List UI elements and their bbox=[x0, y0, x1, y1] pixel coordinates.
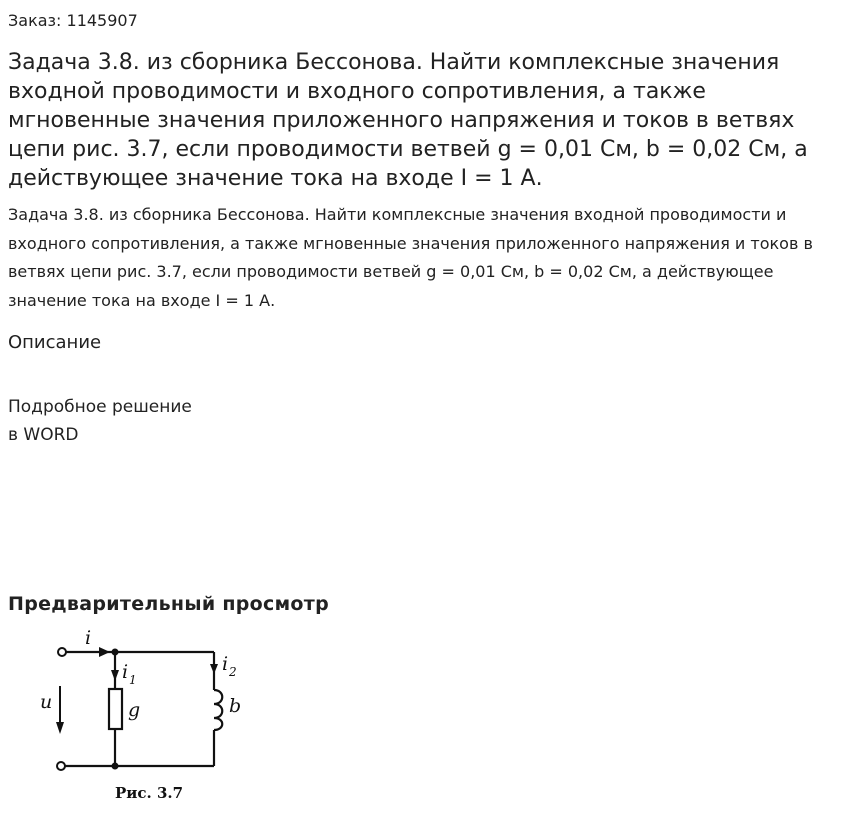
label-voltage-u: u bbox=[40, 691, 53, 713]
label-current-i2-sub: 2 bbox=[229, 665, 237, 679]
label-conductance-g: g bbox=[128, 699, 141, 721]
solution-line-1: Подробное решение bbox=[8, 397, 192, 417]
label-current-i: i bbox=[85, 627, 92, 649]
label-current-i2: i bbox=[222, 653, 229, 675]
solution-info bbox=[8, 393, 192, 449]
label-susceptance-b: b bbox=[229, 695, 242, 717]
label-current-i1: i bbox=[122, 661, 129, 683]
description-label: Описание bbox=[8, 332, 102, 353]
conductance-branch bbox=[109, 652, 122, 766]
figure-caption: Рис. 3.7 bbox=[115, 784, 184, 802]
arrow-i bbox=[99, 647, 110, 657]
circuit-diagram bbox=[40, 620, 270, 810]
inductor-b bbox=[214, 690, 222, 730]
label-current-i1-sub: 1 bbox=[129, 673, 137, 687]
order-number: Заказ: 1145907 bbox=[8, 11, 138, 30]
arrow-u bbox=[56, 722, 64, 734]
input-terminal-bottom bbox=[57, 762, 65, 770]
preview-heading: Предварительный просмотр bbox=[8, 593, 329, 615]
input-terminal-top bbox=[58, 648, 66, 656]
solution-line-2: в WORD bbox=[8, 425, 79, 445]
resistor-g bbox=[109, 689, 122, 729]
task-heading: Задача 3.8. из сборника Бессонова. Найти комплексные значения входной проводимости и входного сопротивления, а также мгновенные значения приложенного напряжения и токов в ветвях цепи рис. 3.7, если проводимости ветвей g = 0,01 См, b = 0,02 См, а действующее значение тока на входе I = 1 А. bbox=[8, 50, 808, 191]
task-text: Задача 3.8. из сборника Бессонова. Найти комплексные значения входной проводимости и входного сопротивления, а также мгновенные значения приложенного напряжения и токов в ветвях цепи рис. 3.7, если проводимости ветвей g = 0,01 См, b = 0,02 См, а действующее значение тока на входе I = 1 А. bbox=[8, 205, 813, 310]
arrow-i1 bbox=[111, 670, 119, 681]
arrow-i2 bbox=[210, 664, 218, 674]
